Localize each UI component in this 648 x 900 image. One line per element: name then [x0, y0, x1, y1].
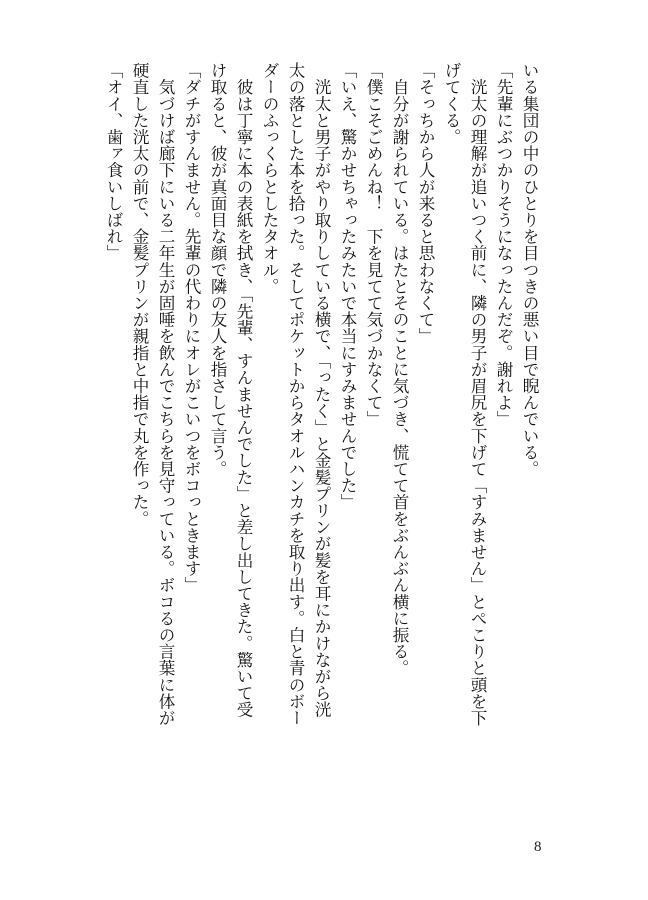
text-line: 「オイ、歯ァ食いしばれ」	[104, 62, 123, 262]
text-line: 彼は丁寧に本の表紙を拭き、「先輩、すんませんでした」と差し出してきた。驚いて受	[234, 62, 253, 718]
page-number: 8	[534, 839, 542, 855]
text-line: 「ダチがすんません。先輩の代わりにオレがこいつをボコっときます」	[182, 62, 201, 594]
text-line: ダーのふっくらとしたタオル。	[260, 62, 279, 295]
vertical-text-body	[100, 62, 542, 822]
text-line: 洸太の理解が追いつく前に、隣の男子が眉尻を下げて「すみません」とぺこりと頭を下	[468, 62, 487, 726]
text-line: 「先輩にぶつかりそうになったんだぞ。謝れよ」	[494, 62, 513, 428]
text-line: げてくる。	[442, 62, 461, 145]
text-line: 「いえ、驚かせちゃったみたいで本当にすみませんでした」	[338, 62, 357, 511]
text-line: 硬直した洸太の前で、金髪プリンが親指と中指で丸を作った。	[130, 62, 149, 527]
text-line: け取ると、彼が真面目な顔で隣の友人を指さして言う。	[208, 62, 227, 477]
text-line: いる集団の中のひとりを目つきの悪い目で睨んでいる。	[520, 62, 539, 477]
text-line: 太の落とした本を拾った。そしてポケットからタオルハンカチを取り出す。白と青のボー	[286, 62, 305, 726]
text-line: 気づけば廊下にいる二年生が固唾を飲んでこちらを見守っている。ボコるの言葉に体が	[156, 62, 175, 726]
text-line: 洸太と男子がやり取りしている横で、「ったく」と金髪プリンが髪を耳にかけながら洸	[312, 62, 331, 718]
text-line: 自分が謝られている。はたとそのことに気づき、慌てて首をぶんぶん横に振る。	[390, 62, 409, 677]
text-line: 「僕こそごめんね！ 下を見てて気づかなくて」	[364, 62, 383, 428]
text-line: 「そっちから人が来ると思わなくて」	[416, 62, 435, 345]
